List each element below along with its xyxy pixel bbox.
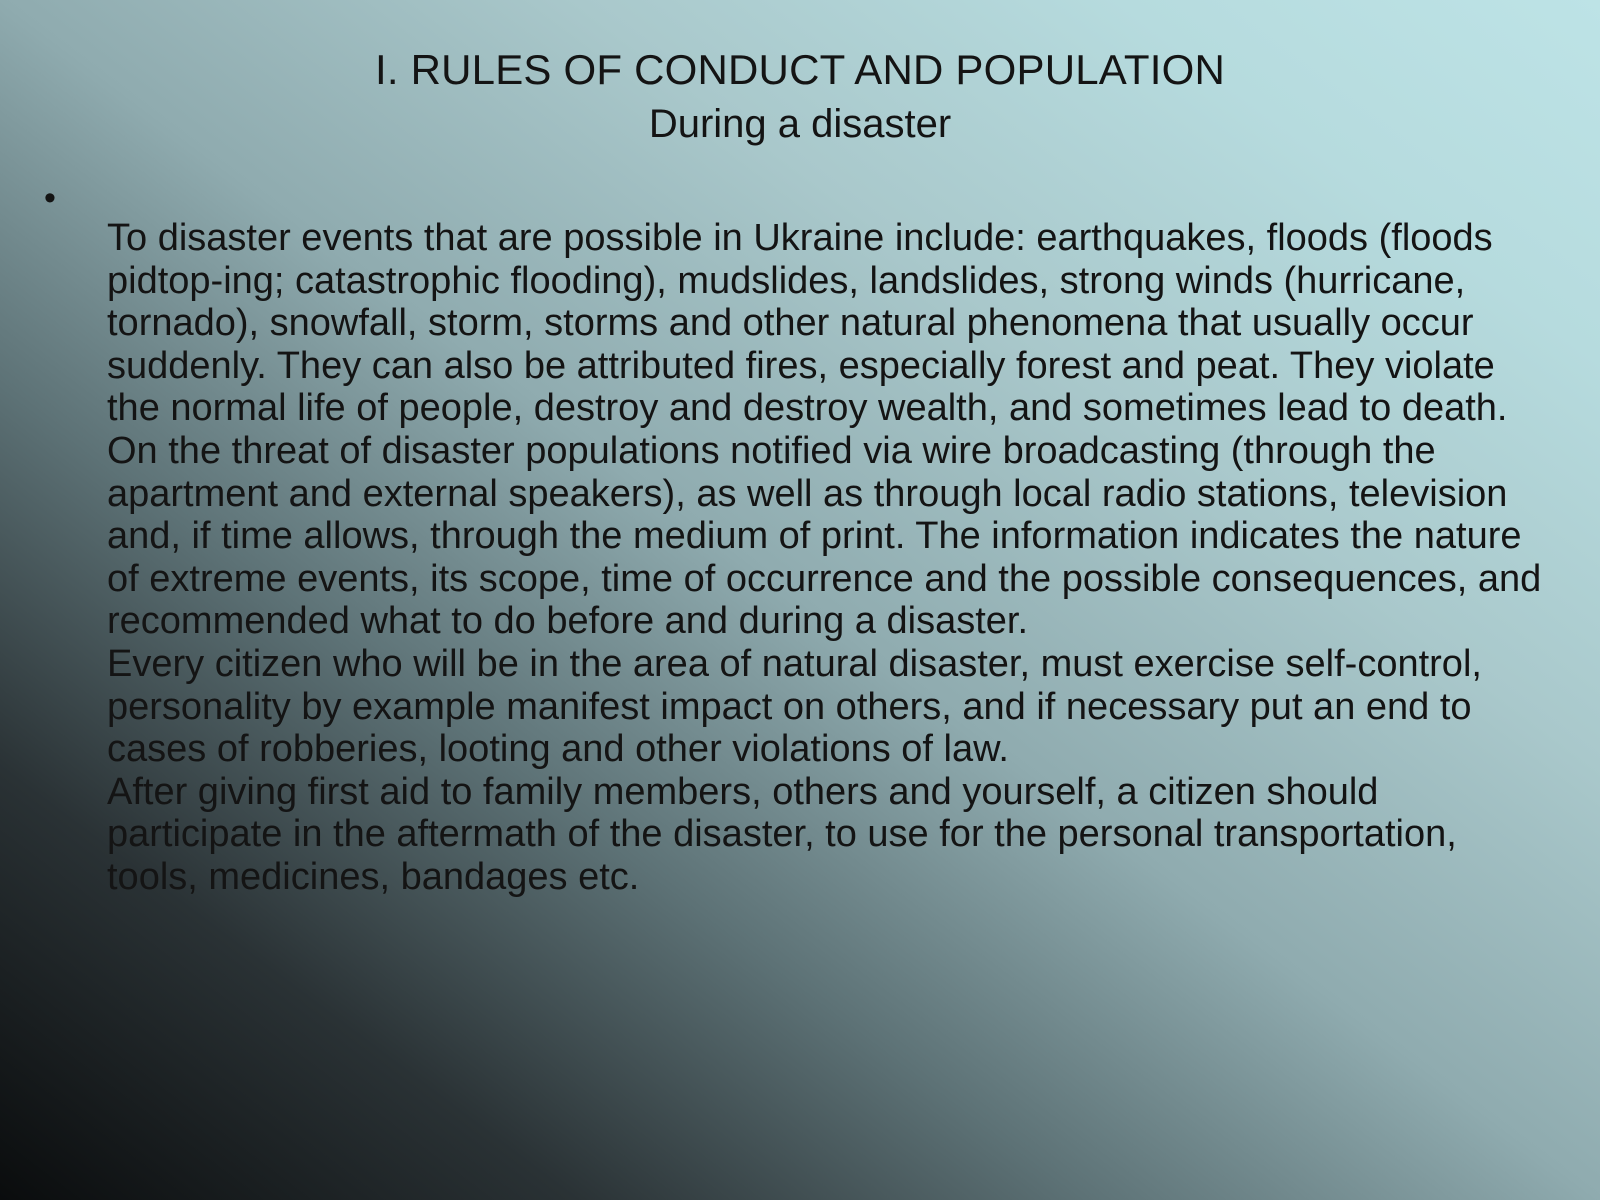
paragraph-notification: On the threat of disaster populations notified via wire broadcasting (through the apartment and external speakers), as well as through local radio stations, television and, if time allows, through the medium of print. The information indicates the nature of extreme events, its scope, time of occurrence and the possible consequences, and recommended what to do before and during a disaster.	[107, 429, 1542, 643]
bullet-icon: •	[44, 179, 56, 217]
title-block	[0, 44, 1600, 152]
paragraph-citizen-conduct: Every citizen who will be in the area of natural disaster, must exercise self-control, personality by example manifest impact on others, and if necessary put an end to cases of robberies, looting and other violations of law.	[107, 642, 1482, 771]
paragraph-disaster-events: To disaster events that are possible in Ukraine include: earthquakes, floods (floods pidtop-ing; catastrophic flooding), mudslides, landslides, strong winds (hurricane, tornado), snowfall, storm, storms and other natural phenomena that usually occur suddenly. They can also be attributed fires, especially forest and peat. They violate the normal life of people, destroy and destroy wealth, and sometimes lead to death.	[107, 217, 1508, 430]
body-text	[107, 217, 1557, 899]
slide-subtitle: During a disaster	[648, 102, 952, 146]
paragraph-aftermath: After giving first aid to family members, others and yourself, a citizen should participate in the aftermath of the disaster, to use for the personal transportation, tools, medicines, bandages etc.	[107, 770, 1457, 898]
slide-title: I. RULES OF CONDUCT AND POPULATION	[374, 46, 1226, 93]
